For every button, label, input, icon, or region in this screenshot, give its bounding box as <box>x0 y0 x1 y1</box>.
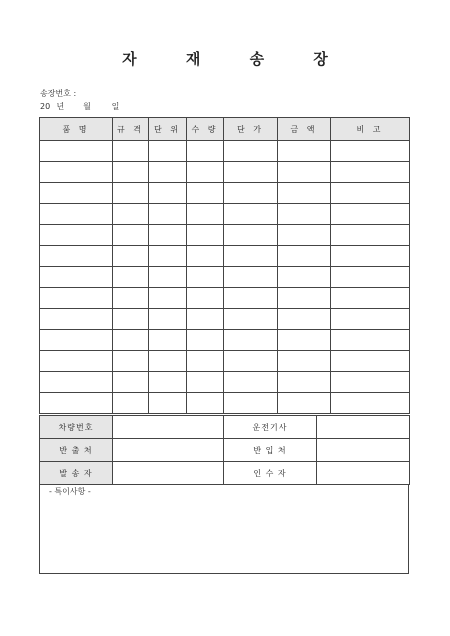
table-cell[interactable] <box>224 204 278 225</box>
table-cell[interactable] <box>187 141 224 162</box>
special-notes-box[interactable] <box>39 484 409 574</box>
table-cell[interactable] <box>40 288 113 309</box>
table-cell[interactable] <box>187 204 224 225</box>
table-row <box>40 246 410 267</box>
table-cell[interactable] <box>331 267 410 288</box>
table-cell[interactable] <box>278 288 331 309</box>
table-cell[interactable] <box>331 246 410 267</box>
table-cell[interactable] <box>113 246 149 267</box>
header-spec: 규 격 <box>113 118 149 141</box>
table-cell[interactable] <box>278 372 331 393</box>
table-cell[interactable] <box>149 330 187 351</box>
table-cell[interactable] <box>149 225 187 246</box>
table-cell[interactable] <box>113 141 149 162</box>
table-cell[interactable] <box>278 246 331 267</box>
date-year: 20 <box>40 102 51 111</box>
table-cell[interactable] <box>187 162 224 183</box>
table-cell[interactable] <box>187 267 224 288</box>
table-cell[interactable] <box>113 288 149 309</box>
table-cell[interactable] <box>113 330 149 351</box>
table-cell[interactable] <box>113 351 149 372</box>
table-cell[interactable] <box>40 267 113 288</box>
table-cell[interactable] <box>40 162 113 183</box>
table-cell[interactable] <box>331 330 410 351</box>
table-cell[interactable] <box>278 204 331 225</box>
table-cell[interactable] <box>149 267 187 288</box>
receiver-label: 인 수 자 <box>224 462 317 485</box>
table-cell[interactable] <box>224 246 278 267</box>
table-cell[interactable] <box>149 351 187 372</box>
header-remarks: 비 고 <box>331 118 410 141</box>
footer-row <box>40 439 410 462</box>
table-cell[interactable] <box>113 225 149 246</box>
table-cell[interactable] <box>278 393 331 414</box>
table-cell[interactable] <box>149 372 187 393</box>
sender-field[interactable] <box>113 462 224 485</box>
table-cell[interactable] <box>278 309 331 330</box>
table-cell[interactable] <box>224 393 278 414</box>
table-cell[interactable] <box>149 309 187 330</box>
table-cell[interactable] <box>224 309 278 330</box>
table-row <box>40 162 410 183</box>
table-cell[interactable] <box>40 372 113 393</box>
table-cell[interactable] <box>40 393 113 414</box>
table-cell[interactable] <box>149 162 187 183</box>
table-cell[interactable] <box>224 162 278 183</box>
table-row <box>40 141 410 162</box>
receiver-field[interactable] <box>317 462 410 485</box>
table-cell[interactable] <box>187 351 224 372</box>
table-cell[interactable] <box>113 309 149 330</box>
table-row <box>40 225 410 246</box>
header-quantity: 수 량 <box>187 118 224 141</box>
document-title: 자 재 송 장 <box>122 50 350 68</box>
table-row <box>40 372 410 393</box>
driver-label: 운전기사 <box>224 416 317 439</box>
table-cell[interactable] <box>40 141 113 162</box>
table-cell[interactable] <box>149 288 187 309</box>
table-cell[interactable] <box>187 330 224 351</box>
table-cell[interactable] <box>149 393 187 414</box>
table-row <box>40 351 410 372</box>
table-cell[interactable] <box>224 267 278 288</box>
table-cell[interactable] <box>113 372 149 393</box>
table-cell[interactable] <box>331 204 410 225</box>
table-cell[interactable] <box>113 267 149 288</box>
table-cell[interactable] <box>278 330 331 351</box>
table-cell[interactable] <box>278 141 331 162</box>
table-cell[interactable] <box>331 351 410 372</box>
driver-field[interactable] <box>317 416 410 439</box>
footer-row <box>40 416 410 439</box>
table-row <box>40 330 410 351</box>
table-cell[interactable] <box>40 183 113 204</box>
table-cell[interactable] <box>331 288 410 309</box>
table-cell[interactable] <box>224 183 278 204</box>
table-cell[interactable] <box>187 393 224 414</box>
table-cell[interactable] <box>113 183 149 204</box>
items-table <box>39 117 410 414</box>
table-cell[interactable] <box>224 372 278 393</box>
sender-label: 발 송 자 <box>40 462 113 485</box>
date-line <box>40 101 119 112</box>
date-day-unit: 일 <box>111 102 120 111</box>
table-cell[interactable] <box>331 309 410 330</box>
items-header-row <box>40 118 410 141</box>
table-cell[interactable] <box>278 183 331 204</box>
table-cell[interactable] <box>331 393 410 414</box>
table-cell[interactable] <box>224 288 278 309</box>
table-cell[interactable] <box>187 288 224 309</box>
table-row <box>40 288 410 309</box>
table-cell[interactable] <box>40 246 113 267</box>
vehicle-number-field[interactable] <box>113 416 224 439</box>
table-cell[interactable] <box>149 204 187 225</box>
footer-row <box>40 462 410 485</box>
table-cell[interactable] <box>149 141 187 162</box>
table-cell[interactable] <box>278 162 331 183</box>
table-cell[interactable] <box>278 267 331 288</box>
table-cell[interactable] <box>40 204 113 225</box>
table-cell[interactable] <box>331 183 410 204</box>
table-cell[interactable] <box>187 246 224 267</box>
table-cell[interactable] <box>224 330 278 351</box>
table-cell[interactable] <box>331 141 410 162</box>
table-cell[interactable] <box>113 162 149 183</box>
table-cell[interactable] <box>278 225 331 246</box>
table-cell[interactable] <box>40 351 113 372</box>
table-cell[interactable] <box>331 162 410 183</box>
invoice-number-label: 송장번호 : <box>40 89 77 98</box>
table-cell[interactable] <box>224 225 278 246</box>
table-cell[interactable] <box>224 351 278 372</box>
table-cell[interactable] <box>40 330 113 351</box>
header-unit-price: 단 가 <box>224 118 278 141</box>
table-cell[interactable] <box>224 141 278 162</box>
date-month-unit: 월 <box>83 102 91 111</box>
table-cell[interactable] <box>331 225 410 246</box>
shipping-info-table <box>39 415 410 485</box>
special-notes-label: - 특이사항 - <box>49 487 91 496</box>
table-cell[interactable] <box>187 225 224 246</box>
header-item-name: 품 명 <box>40 118 113 141</box>
table-cell[interactable] <box>40 225 113 246</box>
table-cell[interactable] <box>187 309 224 330</box>
origin-field[interactable] <box>113 439 224 462</box>
table-cell[interactable] <box>113 204 149 225</box>
table-cell[interactable] <box>149 246 187 267</box>
table-row <box>40 183 410 204</box>
destination-field[interactable] <box>317 439 410 462</box>
table-row <box>40 204 410 225</box>
date-year-unit: 년 <box>56 102 65 111</box>
table-cell[interactable] <box>187 183 224 204</box>
destination-label: 반 입 처 <box>224 439 317 462</box>
table-cell[interactable] <box>278 351 331 372</box>
table-row <box>40 393 410 414</box>
header-amount: 금 액 <box>278 118 331 141</box>
table-row <box>40 267 410 288</box>
header-unit: 단 위 <box>149 118 187 141</box>
table-cell[interactable] <box>113 393 149 414</box>
table-cell[interactable] <box>40 309 113 330</box>
table-cell[interactable] <box>331 372 410 393</box>
vehicle-number-label: 차량번호 <box>40 416 113 439</box>
table-row <box>40 309 410 330</box>
table-cell[interactable] <box>187 372 224 393</box>
origin-label: 반 출 처 <box>40 439 113 462</box>
table-cell[interactable] <box>149 183 187 204</box>
